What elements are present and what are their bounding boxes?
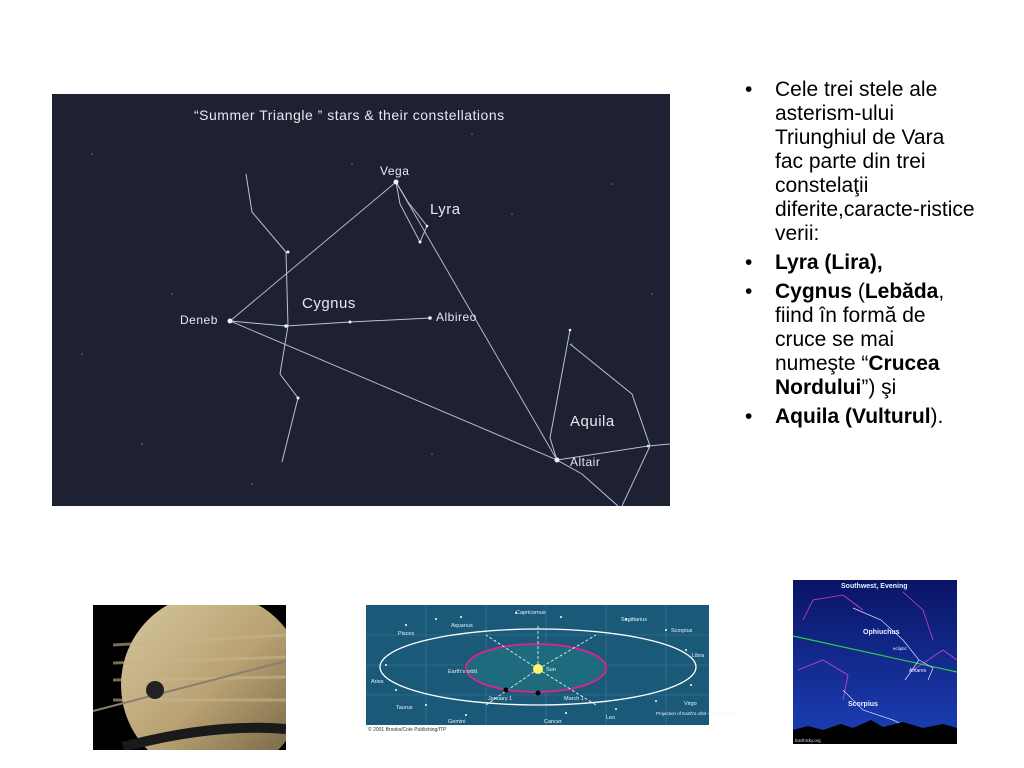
sun (533, 664, 543, 674)
svg-text:Scorpius: Scorpius (671, 628, 693, 634)
bullet-item: • Cygnus (Lebăda, fiind în formă de cruce se mai numeşte “Crucea Nordului”) şi (745, 280, 945, 399)
deneb-label: Deneb (180, 313, 218, 327)
cygnus-label: Cygnus (302, 295, 356, 312)
svg-text:January 1: January 1 (488, 696, 513, 702)
svg-text:Taurus: Taurus (396, 705, 413, 711)
altair-label: Altair (570, 455, 601, 469)
svg-text:Earth's orbit: Earth's orbit (448, 669, 478, 675)
bullet-glyph: • (745, 280, 753, 303)
bullet-glyph: • (745, 251, 753, 274)
albireo-star (428, 316, 432, 320)
svg-text:Libra: Libra (692, 653, 705, 659)
bullet-item: • Aquila (Vulturul). (745, 405, 944, 428)
svg-text:ecliptic: ecliptic (893, 646, 907, 651)
sky-title: Southwest, Evening (841, 583, 908, 590)
svg-text:Antares: Antares (909, 668, 927, 674)
svg-text:March 1: March 1 (564, 696, 584, 702)
bullet-item: • Lyra (Lira), (745, 251, 883, 274)
saturn-image (93, 605, 286, 750)
svg-text:Scorpius: Scorpius (848, 701, 878, 708)
vega-label: Vega (380, 164, 410, 178)
svg-text:Aquarius: Aquarius (451, 623, 473, 629)
bullet-glyph: • (745, 405, 753, 428)
bullet-glyph: • (745, 78, 753, 101)
albireo-label: Albireo (436, 310, 477, 324)
svg-text:Sun: Sun (546, 667, 556, 673)
figure-title: “Summer Triangle ” stars & their constellations (194, 107, 505, 123)
svg-text:Ophiuchus: Ophiuchus (863, 629, 900, 636)
svg-text:Virgo: Virgo (684, 701, 697, 707)
svg-text:EarthSky.org: EarthSky.org (795, 738, 821, 743)
aquila-label: Aquila (570, 413, 615, 430)
vega-star (394, 180, 399, 185)
deneb-star (228, 319, 233, 324)
svg-text:Cancer: Cancer (544, 719, 562, 725)
lyra-label: Lyra (430, 201, 461, 218)
moon (146, 681, 164, 699)
svg-text:Leo: Leo (606, 715, 616, 721)
svg-text:Pisces: Pisces (398, 631, 415, 637)
svg-text:Capricornus: Capricornus (516, 610, 546, 616)
altair-star (555, 458, 560, 463)
summer-triangle-image (52, 94, 670, 506)
bullet-list (745, 78, 975, 434)
svg-text:Sagittarius: Sagittarius (621, 617, 647, 623)
svg-text:Aries: Aries (371, 679, 384, 685)
bullet-item: • Cele trei stele ale asterism-ului Triunghiul de Vara fac parte din trei constelaţii diferite,caracte-ristice verii: (745, 78, 975, 245)
svg-text:© 2001 Brooks/Cole Publishing/: © 2001 Brooks/Cole Publishing/ITP (368, 727, 447, 733)
svg-text:Gemini: Gemini (448, 719, 466, 725)
svg-text:Projection of Earth's orbit —: Projection of Earth's orbit — the ecliptic (656, 711, 735, 716)
evening-sky-image (793, 580, 957, 744)
zodiac-diagram (366, 605, 735, 733)
